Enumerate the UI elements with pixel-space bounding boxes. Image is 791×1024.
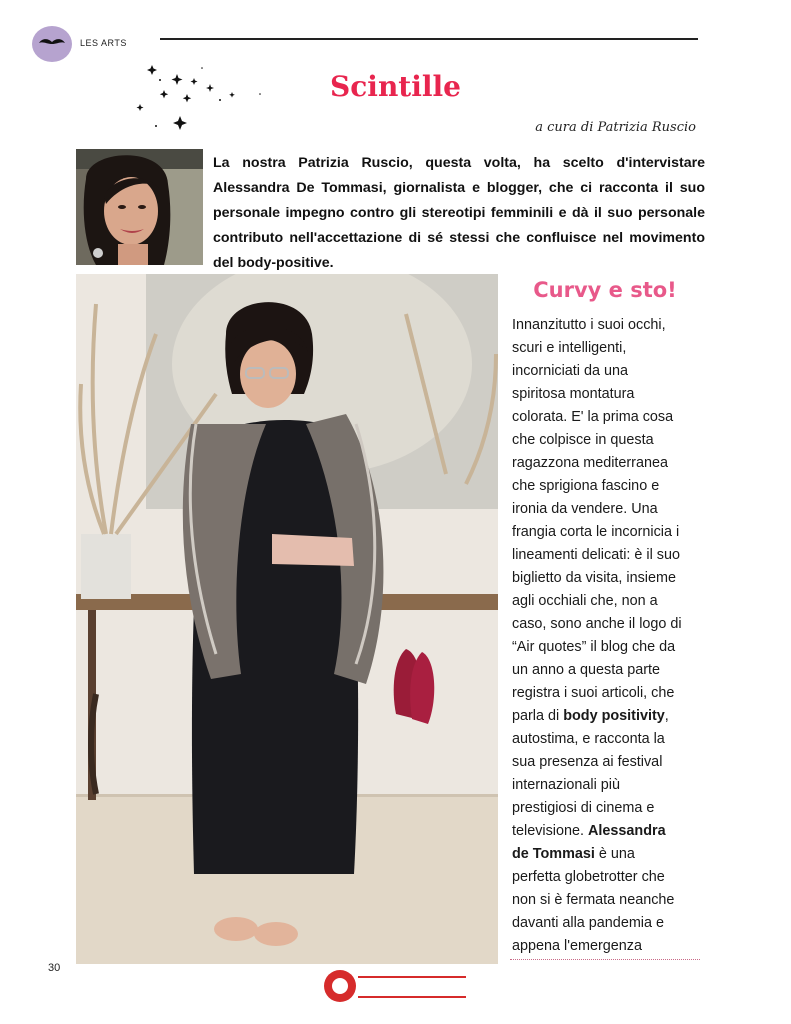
- page-number: 30: [48, 962, 61, 974]
- body-line: biglietto da visita, insieme: [512, 570, 676, 586]
- section-name: LES ARTS: [80, 38, 127, 48]
- body-line: sua presenza ai festival: [512, 754, 663, 770]
- column-divider: [510, 959, 700, 960]
- article-title: Scintille: [330, 70, 461, 103]
- body-line: “Air quotes” il blog che da: [512, 639, 676, 655]
- byline: a cura di Patrizia Ruscio: [535, 120, 696, 135]
- article-body: [512, 314, 704, 958]
- body-text: televisione.: [512, 823, 588, 839]
- body-line: [512, 705, 704, 728]
- article-subtitle: Curvy e sto!: [533, 278, 677, 302]
- body-line: internazionali più: [512, 777, 621, 793]
- magazine-logo-icon: [318, 966, 468, 1006]
- body-line: incorniciati da una: [512, 363, 628, 379]
- header-rule: [160, 38, 698, 40]
- body-line: un anno a questa parte: [512, 662, 661, 678]
- intro-paragraph: La nostra Patrizia Ruscio, questa volta, ha scelto d'intervistare Alessandra De Tommasi, giornalista e blogger, che ci racconta il suo personale impegno contro gli stereotipi femminili e dà il suo personale contributo nell'accettazione di sé stessi che confluisce nel movimento del body-positive.: [213, 155, 705, 271]
- body-line: spiritosa montatura: [512, 386, 635, 402]
- bold-term: body positivity: [563, 708, 665, 724]
- body-line: registra i suoi articoli, che: [512, 685, 675, 701]
- bold-name: de Tommasi: [512, 846, 595, 862]
- body-line: prestigiosi di cinema e: [512, 800, 655, 816]
- body-line: colorata. E' la prima cosa: [512, 409, 674, 425]
- body-line: caso, sono anche il logo di: [512, 616, 682, 632]
- main-photo: [76, 274, 498, 964]
- author-portrait: [76, 149, 203, 265]
- body-line: agli occhiali che, non a: [512, 593, 658, 609]
- body-line: davanti alla pandemia e: [512, 915, 665, 931]
- body-line: lineamenti delicati: è il suo: [512, 547, 680, 563]
- body-line: Innanzitutto i suoi occhi,: [512, 317, 666, 333]
- body-line: scuri e intelligenti,: [512, 340, 627, 356]
- body-text: parla di: [512, 708, 564, 724]
- body-line: ragazzona mediterranea: [512, 455, 668, 471]
- body-line: [512, 820, 704, 843]
- body-line: che colpisce in questa: [512, 432, 654, 448]
- body-text: ,: [664, 708, 669, 724]
- body-line: [512, 843, 704, 866]
- body-line: che sprigiona fascino e: [512, 478, 660, 494]
- body-line: perfetta globetrotter che: [512, 869, 665, 885]
- body-text: è una: [594, 846, 635, 862]
- bold-name: Alessandra: [588, 823, 666, 839]
- body-line: appena l'emergenza: [512, 938, 642, 954]
- mustache-icon: [38, 38, 66, 48]
- body-line: frangia corta le incornicia i: [512, 524, 680, 540]
- body-line: ironia da vendere. Una: [512, 501, 658, 517]
- body-line: autostima, e racconta la: [512, 731, 665, 747]
- body-line: non si è fermata neanche: [512, 892, 675, 908]
